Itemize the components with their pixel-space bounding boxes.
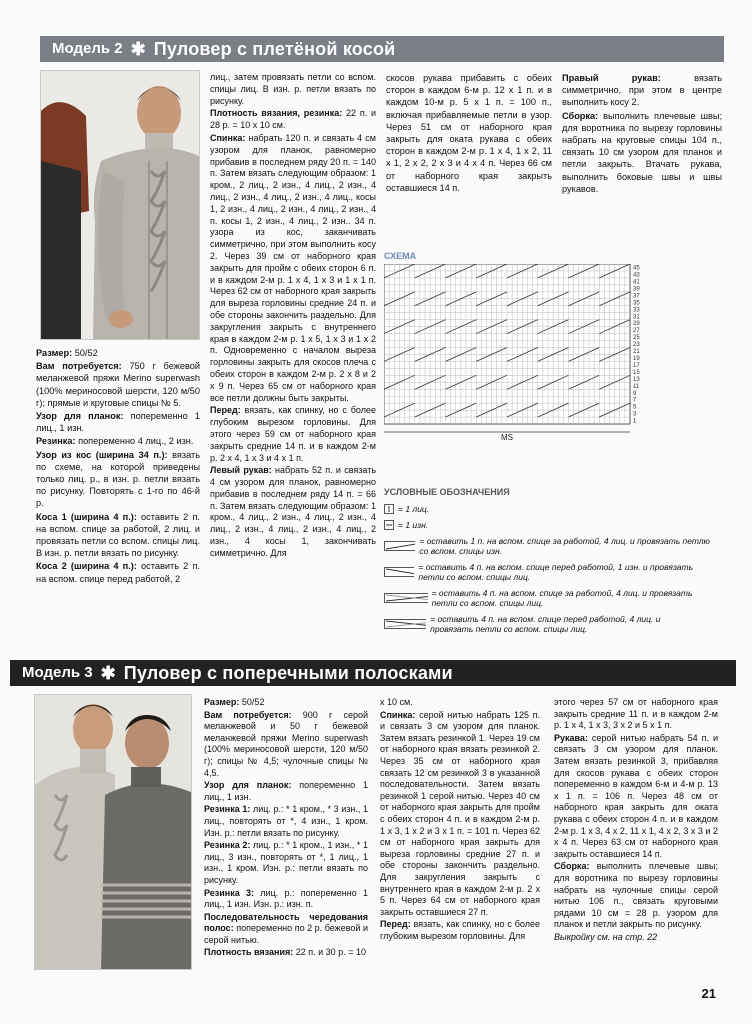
cable-5-stitch-front-icon: [384, 567, 414, 577]
model3-photo: [34, 694, 192, 970]
paragraph: [554, 861, 718, 931]
paragraph: [380, 697, 540, 709]
text: выполнить плечевые швы; для воротника по вырезу горловины набрать на круговые спицы 104 п., связать 10 см узором для планок и петли закрыть. Втачать рукава, выполнить боковые швы и швы рукавов.: [562, 110, 722, 194]
text: набрать 120 п. и связать 4 см узором для планок, равномерно прибавив в последнем ряду 20 п. = 140 п. Затем вязать следующим образом: 1 кром., 2 лиц., 2 изн., 4 лиц., 2 изн., 4 лиц., 2 изн., 4 лиц., 2 изн., 4 лиц., косы 1, 2 изн., 4 лиц., 2 изн., 4 лиц., 2 изн., 4 п. косы 1, 2 изн., 4 лиц., 2 изн.. 34 п. узора из кос, заканчивать симметрично, при этом выполнить косу 2. Через 39 см от наборного края закрыть для пройм с обеих сторон 6 п. и в каждом 2-м р. 1 х 4, 1 х 3 и 1 х 1 п. Через 62 см от наборного края закрыть для выреза горловины средние 24 п. и обе стороны закончить раздельно. Для закругления закрыть с внутреннего края в каждом 2-м р. 1 х 5, 1 х 3 и 1 х 2 п. Одновременно с началом выреза горловины закрыть для скосов плеча с обеих сторон в каждом 2-м р. 2 х 8 и 2 х 9 п. Через 65 см от наборного края все петли должны быть закрыты.: [210, 132, 376, 403]
row-number: 3: [633, 411, 637, 418]
model3-column-2: [380, 697, 540, 943]
text: оставить 2 п. на вспом. спице за работой, 2 лиц. и провязать петли со вспом. спицы лиц. В изн. р. петли вязать по рисунку.: [36, 511, 200, 559]
row-number: 25: [633, 335, 640, 342]
row-number: 37: [633, 293, 640, 300]
label: Резинка 1:: [204, 804, 251, 815]
label: Перед:: [210, 405, 241, 416]
label: Сборка:: [554, 861, 590, 872]
pattern-repeat-label: MS: [501, 433, 513, 442]
model2-column-1: [36, 347, 200, 586]
paragraph: [204, 888, 368, 911]
label: Вам потребуется:: [36, 361, 122, 372]
text: 750 г бежевой меланжевой пряжи Merino superwash (100% мериносовой шерсти, 120 м/50 г); прямые и круговые спицы № 5.: [36, 361, 200, 408]
paragraph: [36, 449, 200, 510]
row-number: 27: [633, 328, 640, 335]
text: попеременно 4 лиц., 2 изн.: [75, 436, 194, 447]
star-icon: ✱: [100, 662, 116, 683]
text: попеременно 1 лиц., 1 изн.: [204, 780, 368, 802]
label: Резинка 2:: [204, 840, 251, 851]
row-number: 9: [633, 390, 637, 397]
paragraph: [386, 72, 552, 194]
two-men-sweaters-illustration: [35, 695, 192, 970]
pattern-reference: [554, 932, 718, 944]
row-number: 1: [633, 418, 637, 425]
legend-item-cable-a: [384, 536, 714, 556]
text: 900 г серой меланжевой и 50 г бежевой меланжевой пряжи Merino superwash (100% мериносовой шерсти, 120 м/50 г); спицы № 4,5; чулочные спицы № 4,5.: [204, 709, 369, 778]
paragraph: [204, 697, 368, 709]
purl-symbol-icon: [384, 520, 394, 530]
text: вязать, как спинку, но с более глубоким вырезом горловины. Для этого через 59 см от наборного края закрыть средние 14 п. и в каждом 2-м р. 2 х 4, 1 х 3 и 4 х 1 п.: [210, 405, 376, 463]
label: Узор из кос (ширина 34 п.):: [36, 449, 168, 460]
label: Резинка:: [36, 436, 76, 447]
label: Сборка:: [562, 110, 599, 121]
row-number: 45: [633, 265, 640, 272]
row-number: 41: [633, 279, 640, 286]
legend-item-cable-d: [384, 614, 704, 634]
model2-number: Модель 2: [52, 39, 123, 57]
cable-8-stitch-front-icon: [384, 619, 426, 629]
label: Рукава:: [554, 732, 588, 743]
text: Выкройку см. на стр. 22: [554, 931, 658, 942]
legend-text: = 1 лиц.: [398, 504, 430, 514]
paragraph: [204, 710, 368, 780]
model2-column-3: [386, 72, 552, 195]
row-number: 29: [633, 321, 640, 328]
label: Плотность вязания, резинка:: [210, 108, 343, 119]
text: х 10 см.: [380, 697, 413, 707]
text: 22 п. и 30 р. = 10: [293, 947, 366, 958]
paragraph: [204, 912, 368, 947]
legend-item-knit: [384, 504, 429, 514]
paragraph: [36, 410, 200, 434]
label: Правый рукав:: [562, 73, 661, 83]
text: лиц. р.: попеременно 1 лиц., 1 изн. Изн. р.: изн. п.: [204, 887, 368, 910]
model2-photo: [40, 70, 200, 340]
row-number: 17: [633, 362, 640, 369]
paragraph: [210, 72, 376, 107]
man-sweater-illustration: [41, 71, 200, 340]
model3-column-1: [204, 697, 368, 960]
row-number: 15: [633, 369, 640, 376]
row-number: 19: [633, 356, 640, 362]
paragraph: [204, 780, 368, 803]
label: Резинка 3:: [204, 887, 255, 898]
label: Размер:: [36, 348, 73, 358]
paragraph: [36, 511, 200, 560]
model2-title: Пуловер с плетёной косой: [153, 38, 396, 59]
legend-text: = 1 изн.: [398, 520, 429, 530]
row-number: 11: [633, 383, 640, 390]
text: попеременно по 2 р. бежевой и серой нитью.: [204, 923, 368, 945]
paragraph: [554, 733, 718, 861]
legend-text: = оставить 4 п. на вспом. спице за работой, 4 лиц. и провязать петли со вспом. спицы лиц.: [431, 588, 693, 608]
paragraph: [210, 108, 376, 132]
scheme-title: СХЕМА: [384, 251, 417, 261]
row-number: 35: [633, 300, 640, 307]
label: Коса 2 (ширина 4 п.):: [36, 561, 137, 572]
model2-column-4: [562, 72, 722, 196]
label: Плотность вязания:: [204, 947, 294, 958]
paragraph: [36, 560, 200, 584]
text: попеременно 1 лиц., 1 изн.: [36, 411, 200, 434]
row-number: 21: [633, 349, 640, 356]
label: Узор для планок:: [204, 780, 292, 791]
model2-column-2: [210, 72, 376, 561]
paragraph: [36, 347, 200, 359]
text: 50/52: [239, 697, 265, 707]
cable-5-stitch-icon: [384, 541, 415, 551]
paragraph: [562, 110, 722, 195]
knitting-chart-grid: [384, 264, 646, 442]
label: Последовательность чередования полос:: [204, 911, 368, 934]
legend-text: = оставить 4 п. на вспом. спице перед работой, 4 лиц. и провязать петли со вспом. спицы лиц.: [430, 614, 661, 634]
text: вязать, как спинку, но с более глубоким вырезом горловины. Для: [380, 919, 540, 941]
legend-item-cable-c: [384, 588, 704, 608]
paragraph: [210, 405, 376, 464]
legend-text: = оставить 1 п. на вспом. спице за работой, 4 лиц. и провязать петлю со вспом. спицы изн.: [419, 536, 710, 556]
label: Перед:: [380, 919, 411, 930]
model3-number: Модель 3: [22, 663, 93, 681]
text: 22 п. и 28 р. = 10 х 10 см.: [210, 108, 376, 131]
paragraph: [562, 72, 722, 109]
label: Узор для планок:: [36, 411, 124, 422]
row-number: 43: [633, 272, 640, 279]
label: Спинка:: [380, 709, 416, 720]
paragraph: [380, 710, 540, 919]
text: выполнить плечевые швы; для воротника по вырезу горловины набрать на чулочные спицы серой нитью 106 п., связать круговыми рядами 10 см = 28 р. узором для планок и петли закрыть по рисунку.: [554, 861, 718, 930]
model3-banner: [10, 660, 736, 686]
knit-symbol-icon: [384, 504, 394, 514]
row-number: 39: [633, 286, 640, 293]
paragraph: [554, 697, 718, 732]
text: 50/52: [72, 348, 98, 358]
page-number: 21: [701, 985, 716, 1001]
paragraph: [204, 947, 368, 959]
row-number: 7: [633, 397, 637, 404]
label: Левый рукав:: [210, 465, 272, 476]
star-icon: ✱: [130, 38, 146, 59]
text: этого через 57 см от наборного края закрыть средние 11 п. и в каждом 2-м р. 1 х 4, 1 х 3, 3 х 2 и 5 х 1 п.: [554, 697, 718, 731]
paragraph: [36, 360, 200, 409]
paragraph: [204, 840, 368, 886]
row-number: 31: [633, 314, 640, 321]
label: Коса 1 (ширина 4 п.):: [36, 511, 137, 522]
paragraph: [210, 465, 376, 559]
row-number: 13: [633, 376, 640, 383]
paragraph: [380, 919, 540, 942]
legend-title: УСЛОВНЫЕ ОБОЗНАЧЕНИЯ: [384, 487, 510, 497]
label: Спинка:: [210, 132, 246, 143]
model3-column-3: [554, 697, 718, 944]
legend-item-purl: [384, 520, 428, 530]
text: оставить 2 п. на вспом. спице перед работой, 2: [36, 561, 200, 584]
row-number: 5: [633, 404, 637, 411]
paragraph: [204, 804, 368, 839]
knitting-chart: [384, 264, 646, 442]
text: серой нитью набрать 125 п. и связать 3 см узором для планок. Затем вязать резинкой 1. Через 19 см от наборного края вязать резинкой 2. Через 35 см от наборного края связать 12 см резинкой 3 в указанной последовательности. Затем вязать резинкой 1 серой нитью. Через 40 см от наборного края закрыть для пройм с обеих сторон 4 п. и в каждом 2-м р. 1 х 3, 1 х 2 и 3 х 1 п. = 101 п. Через 62 см от наборного края закрыть для выреза горловины средние 27 п. и обе стороны закончить раздельно. Для закругления закрыть с внутреннего края в каждом 2-м р. 2 х 5 п. Через 64 см от наборного края закрыть оставшиеся 27 п.: [380, 709, 540, 917]
model3-title: Пуловер с поперечными полосками: [123, 662, 453, 683]
text: лиц. р.: * 1 кром., 1 изн., * 1 лиц., 3 изн., повторять от *, 1 лиц., 1 изн., 1 кром. Изн. р.: петли вязать по рисунку.: [204, 840, 368, 885]
legend-item-cable-b: [384, 562, 714, 582]
text: лиц. р.: * 1 кром., * 3 изн., 1 лиц., повторять от *, 4 изн., 1 кром. Изн. р.: петли вязать по рисунку.: [204, 804, 368, 838]
label: Размер:: [204, 697, 240, 707]
paragraph: [210, 133, 376, 404]
row-number: 33: [633, 307, 640, 314]
text: серой нитью набрать 54 п. и связать 3 см узором для планок. Затем вязать резинкой 3, прибавляя для скосов рукава с обеих сторон попеременно в каждом 6-м и 4-м р. 13 х 1 п. = 106 п. Через 48 см от наборного края закрыть для оката рукава с обеих сторон 4 п. и в каждом 2-м р. 1 х 3, 4 х 2, 11 х 1, 4 х 2, 3 х 3 и 2 х 4 п. Через 63 см от наборного края закрыть оставшиеся 14 п.: [554, 732, 718, 859]
text: лиц., затем провязать петли со вспом. спицы лиц. В изн. р. петли вязать по рисунку.: [210, 72, 376, 106]
label: Вам потребуется:: [204, 709, 292, 720]
text: вязать по схеме, на которой приведены только лиц. р., в изн. р. петли вязать по рисунку. Повторять с 1-го по 46-й р.: [36, 449, 200, 509]
text: скосов рукава прибавить с обеих сторон в каждом 6-м р. 12 х 1 п. и в каждом 10-м р. 5 х 1 п. = 100 п., включая прибавляемые петли в узор. Через 51 см от наборного края закрыть для оката рукава с обеих сторон в каждом 2-м р. 1 х 4, 1 х 2, 11 х 1, 2 х 2, 2 х 3 и 4 х 4 п. Через 66 см от наборного края закрыть оставшиеся 14 п.: [386, 73, 552, 193]
text: набрать 52 п. и связать 4 см узором для планок, равномерно прибавив в последнем ряду 14 п. = 66 п. Затем вязать следующим образом: 1 кром., 4 лиц., 2 изн., 4 лиц., 2 изн., 4 лиц., 2 изн., 4 лиц., 2 изн., 4 лиц., 2 изн., 4 косы 1, закончивать симметрично. Для: [210, 465, 377, 558]
legend-text: = оставить 4 п. на вспом. спице перед работой, 1 изн. и провязать петли со вспом. спицы лиц.: [418, 562, 694, 582]
cable-8-stitch-back-icon: [384, 593, 428, 603]
paragraph: [36, 435, 200, 447]
model2-banner: [40, 36, 724, 62]
row-number: 23: [633, 342, 640, 349]
text: вязать симметрично, при этом в центре выполнить косу 2.: [562, 73, 722, 108]
